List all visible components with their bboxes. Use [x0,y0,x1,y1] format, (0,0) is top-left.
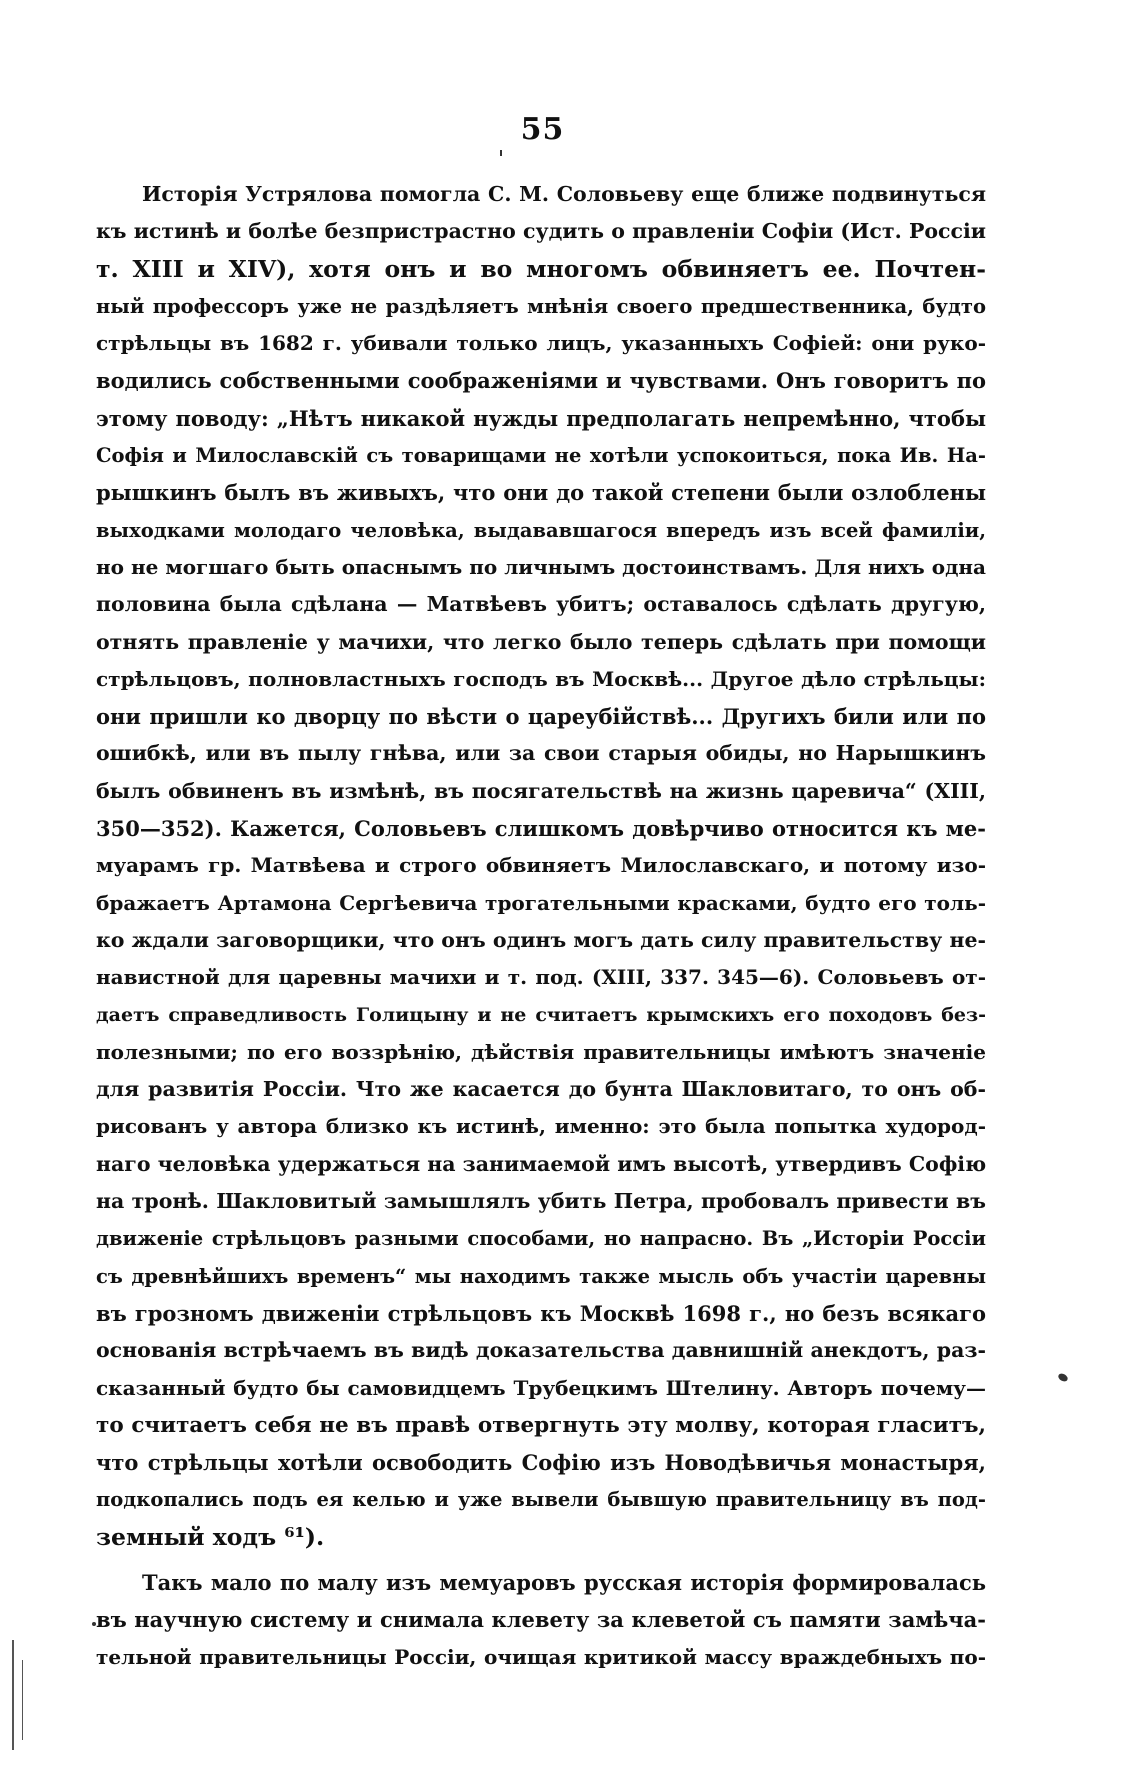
text-line: стрѣльцы въ 1682 г. убивали только лицъ, указанныхъ Софіей: они руко- [96,331,986,356]
text-line: рышкинъ былъ въ живыхъ, что они до такой степени были озлоблены [96,480,986,506]
text-line: Такъ мало по малу изъ мемуаровъ русская исторія формировалась [142,1569,986,1595]
text-line: съ древнѣйшихъ временъ“ мы находимъ также мысль объ участіи царевны [96,1264,986,1288]
text-line: наго человѣка удержаться на занимаемой имъ высотѣ, утвердивъ Софію [96,1151,987,1176]
page-number: 55 [520,112,565,147]
text-line: отнять правленіе у мачихи, что легко было теперь сдѣлать при помощи [96,629,986,654]
text-line: основанія встрѣчаемъ въ видѣ доказательства давнишній анекдотъ, раз- [96,1338,986,1363]
text-line: ко ждали заговорщики, что онъ одинъ могъ дать силу правительству не- [96,927,986,952]
text-line: сказанный будто бы самовидцемъ Трубецкимъ Штелину. Авторъ почему— [96,1375,986,1400]
paragraph-gap [96,1556,986,1564]
body-text [96,176,986,1676]
text-line: для развитія Россіи. Что же касается до бунта Шакловитаго, то онъ об- [96,1077,986,1102]
text-line: но не могшаго быть опаснымъ по личнымъ достоинствамъ. Для нихъ одна [96,554,986,579]
text-line: былъ обвиненъ въ измѣнѣ, въ посягательствѣ на жизнь царевича“ (XIII, [96,778,986,803]
ink-mark [500,150,502,156]
text-line: муарамъ гр. Матвѣева и строго обвиняетъ Милославскаго, и потому изо- [96,853,986,878]
ink-dot [92,1622,96,1626]
text-line: рисованъ у автора близко къ истинѣ, именно: это была попытка худород- [96,1114,986,1139]
text-line: бражаетъ Артамона Сергѣевича трогательными красками, будто его толь- [96,890,986,915]
scan-edge-mark [12,1640,14,1750]
text-line: тельной правительницы Россіи, очищая критикой массу враждебныхъ по- [96,1644,986,1669]
text-line: стрѣльцовъ, полновластныхъ господъ въ Москвѣ... Другое дѣло стрѣльцы: [96,666,986,691]
text-line: къ истинѣ и болѣе безпристрастно судить о правленіи Софіи (Ист. Россіи [96,219,986,244]
text-line: земный ходъ ⁶¹). [96,1522,325,1551]
text-line: даетъ справедливость Голицыну и не считаетъ крымскихъ его походовъ без- [96,1003,986,1026]
text-line: въ грозномъ движеніи стрѣльцовъ къ Москвѣ 1698 г., но безъ всякаго [96,1300,986,1326]
text-line: выходками молодаго человѣка, выдававшагося впередъ изъ всей фамиліи, [96,518,986,542]
text-line: движеніе стрѣльцовъ разными способами, но напрасно. Въ „Исторіи Россіи [96,1227,986,1251]
text-line: они пришли ко дворцу по вѣсти о цареубійствѣ... Другихъ били или по [96,704,986,730]
text-line: то считаетъ себя не въ правѣ отвергнуть эту молву, которая гласитъ, [96,1412,986,1438]
text-line: подкопались подъ ея келью и уже вывели бывшую правительницу въ под- [96,1488,986,1512]
text-line: навистной для царевны мачихи и т. под. (XIII, 337. 345—6). Соловьевъ от- [96,965,986,990]
text-line: Софія и Милославскій съ товарищами не хотѣли успокоиться, пока Ив. На- [96,444,986,468]
text-line: на тронѣ. Шакловитый замышлялъ убить Петра, пробовалъ привести въ [96,1189,986,1214]
scan-edge-mark [22,1660,23,1740]
text-line: т. XIII и XIV), хотя онъ и во многомъ обвиняетъ ее. Почтен- [96,254,986,283]
ink-blot [1057,1372,1069,1383]
text-line: водились собственными соображеніями и чувствами. Онъ говоритъ по [96,368,986,394]
text-line: ный профессоръ уже не раздѣляетъ мнѣнія своего предшественника, будто [96,294,986,318]
text-line: 350—352). Кажется, Соловьевъ слишкомъ довѣрчиво относится къ ме- [96,816,986,842]
text-line: половина была сдѣлана — Матвѣевъ убитъ; оставалось сдѣлать другую, [96,592,986,617]
text-line: ошибкѣ, или въ пылу гнѣва, или за свои старыя обиды, но Нарышкинъ [96,741,986,766]
text-line: въ научную систему и снимала клевету за клеветой съ памяти замѣча- [96,1607,986,1633]
text-line: полезными; по его воззрѣнію, дѣйствія правительницы имѣютъ значеніе [96,1039,986,1064]
text-line: этому поводу: „Нѣтъ никакой нужды предполагать непремѣнно, чтобы [96,405,986,431]
text-line: Исторія Устрялова помогла С. М. Соловьеву еще ближе подвинуться [142,182,986,206]
text-line: что стрѣльцы хотѣли освободить Софію изъ Новодѣвичья монастыря, [96,1450,986,1476]
